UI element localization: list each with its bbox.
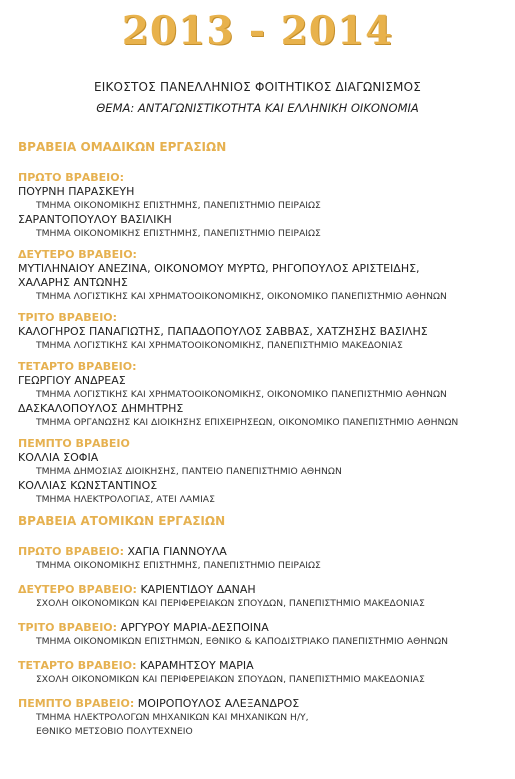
winner-name: ΚΑΛΟΓΗΡΟΣ ΠΑΝΑΓΙΩΤΗΣ, ΠΑΠΑΔΟΠΟΥΛΟΣ ΣΑΒΒΑΣ, ΧΑΤΖΗΣΗΣ ΒΑΣΙΛΗΣ — [18, 325, 428, 338]
award-label: ΤΡΙΤΟ ΒΡΑΒΕΙΟ: — [18, 621, 118, 634]
award-label: ΔΕΥΤΕΡΟ ΒΡΑΒΕΙΟ: — [18, 583, 137, 596]
team-award-block — [18, 437, 508, 507]
winner-affiliation: ΤΜΗΜΑ ΟΙΚΟΝΟΜΙΚΗΣ ΕΠΙΣΤΗΜΗΣ, ΠΑΝΕΠΙΣΤΗΜΙΟ ΠΕΙΡΑΙΩΣ — [36, 228, 321, 239]
winner-affiliation: ΤΜΗΜΑ ΛΟΓΙΣΤΙΚΗΣ ΚΑΙ ΧΡΗΜΑΤΟΟΙΚΟΝΟΜΙΚΗΣ, ΟΙΚΟΝΟΜΙΚΟ ΠΑΝΕΠΙΣΤΗΜΙΟ ΑΘΗΝΩΝ — [36, 389, 447, 400]
award-line — [18, 659, 508, 673]
team-award-block — [18, 311, 508, 353]
winner-affiliation: ΤΜΗΜΑ ΔΗΜΟΣΙΑΣ ΔΙΟΙΚΗΣΗΣ, ΠΑΝΤΕΙΟ ΠΑΝΕΠΙΣΤΗΜΙΟ ΑΘΗΝΩΝ — [36, 466, 342, 477]
team-award-block — [18, 360, 508, 430]
winner-affiliation: ΤΜΗΜΑ ΗΛΕΚΤΡΟΛΟΓΩΝ ΜΗΧΑΝΙΚΩΝ ΚΑΙ ΜΗΧΑΝΙΚΩΝ Η/Υ, — [36, 712, 309, 723]
winner-affiliation: ΕΘΝΙΚΟ ΜΕΤΣΟΒΙΟ ΠΟΛΥΤΕΧΝΕΙΟ — [36, 726, 193, 737]
award-line — [18, 545, 508, 559]
individual-awards-heading: ΒΡΑΒΕΙΑ ΑΤΟΜΙΚΩΝ ΕΡΓΑΣΙΩΝ — [18, 514, 226, 528]
award-label: ΤΕΤΑΡΤΟ ΒΡΑΒΕΙΟ: — [18, 360, 137, 373]
winner-affiliation: ΣΧΟΛΗ ΟΙΚΟΝΟΜΙΚΩΝ ΚΑΙ ΠΕΡΙΦΕΡΕΙΑΚΩΝ ΣΠΟΥΔΩΝ, ΠΑΝΕΠΙΣΤΗΜΙΟ ΜΑΚΕΔΟΝΙΑΣ — [36, 674, 425, 685]
winner-name: ΑΡΓΥΡΟΥ ΜΑΡΙΑ-ΔΕΣΠΟΙΝΑ — [120, 621, 269, 634]
winner-affiliation: ΤΜΗΜΑ ΟΙΚΟΝΟΜΙΚΗΣ ΕΠΙΣΤΗΜΗΣ, ΠΑΝΕΠΙΣΤΗΜΙΟ ΠΕΙΡΑΙΩΣ — [36, 200, 321, 211]
winner-name: ΚΟΛΛΙΑ ΣΟΦΙΑ — [18, 451, 99, 464]
individual-award-block — [18, 583, 508, 611]
team-awards-heading: ΒΡΑΒΕΙΑ ΟΜΑΔΙΚΩΝ ΕΡΓΑΣΙΩΝ — [18, 140, 227, 154]
competition-theme: ΘΕΜΑ: ΑΝΤΑΓΩΝΙΣΤΙΚΟΤΗΤΑ ΚΑΙ ΕΛΛΗΝΙΚΗ ΟΙΚΟΝΟΜΙΑ — [96, 101, 419, 115]
winner-affiliation: ΤΜΗΜΑ ΗΛΕΚΤΡΟΛΟΓΙΑΣ, ΑΤΕΙ ΛΑΜΙΑΣ — [36, 494, 215, 505]
winner-affiliation: ΤΜΗΜΑ ΛΟΓΙΣΤΙΚΗΣ ΚΑΙ ΧΡΗΜΑΤΟΟΙΚΟΝΟΜΙΚΗΣ, ΟΙΚΟΝΟΜΙΚΟ ΠΑΝΕΠΙΣΤΗΜΙΟ ΑΘΗΝΩΝ — [36, 291, 447, 302]
winner-name: ΚΑΡΑΜΗΤΣΟΥ ΜΑΡΙΑ — [139, 659, 254, 672]
individual-awards-list — [18, 545, 508, 739]
individual-award-block — [18, 545, 508, 573]
year-title: 2013 - 2014 — [121, 8, 394, 54]
winner-name: ΓΕΩΡΓΙΟΥ ΑΝΔΡΕΑΣ — [18, 374, 126, 387]
winner-affiliation: ΤΜΗΜΑ ΟΡΓΑΝΩΣΗΣ ΚΑΙ ΔΙΟΙΚΗΣΗΣ ΕΠΙΧΕΙΡΗΣΕΩΝ, ΟΙΚΟΝΟΜΙΚΟ ΠΑΝΕΠΙΣΤΗΜΙΟ ΑΘΗΝΩΝ — [36, 417, 459, 428]
award-label: ΠΡΩΤΟ ΒΡΑΒΕΙΟ: — [18, 545, 125, 558]
winner-affiliation: ΣΧΟΛΗ ΟΙΚΟΝΟΜΙΚΩΝ ΚΑΙ ΠΕΡΙΦΕΡΕΙΑΚΩΝ ΣΠΟΥΔΩΝ, ΠΑΝΕΠΙΣΤΗΜΙΟ ΜΑΚΕΔΟΝΙΑΣ — [36, 598, 425, 609]
award-label: ΠΕΜΠΤΟ ΒΡΑΒΕΙΟ: — [18, 697, 135, 710]
winner-name: ΜΟΙΡΟΠΟΥΛΟΣ ΑΛΕΞΑΝΔΡΟΣ — [137, 697, 300, 710]
team-award-block — [18, 248, 508, 304]
competition-title: ΕΙΚΟΣΤΟΣ ΠΑΝΕΛΛΗΝΙΟΣ ΦΟΙΤΗΤΙΚΟΣ ΔΙΑΓΩΝΙΣΜΟΣ — [93, 80, 422, 94]
award-label: ΤΡΙΤΟ ΒΡΑΒΕΙΟ: — [18, 311, 118, 324]
award-label: ΠΡΩΤΟ ΒΡΑΒΕΙΟ: — [18, 171, 125, 184]
team-awards-list — [18, 171, 508, 507]
winner-affiliation: ΤΜΗΜΑ ΟΙΚΟΝΟΜΙΚΩΝ ΕΠΙΣΤΗΜΩΝ, ΕΘΝΙΚΟ & ΚΑΠΟΔΙΣΤΡΙΑΚΟ ΠΑΝΕΠΙΣΤΗΜΙΟ ΑΘΗΝΩΝ — [36, 636, 449, 647]
winner-name: ΧΑΛΑΡΗΣ ΑΝΤΩΝΗΣ — [18, 276, 128, 289]
award-line — [18, 583, 508, 597]
winner-affiliation: ΤΜΗΜΑ ΟΙΚΟΝΟΜΙΚΗΣ ΕΠΙΣΤΗΜΗΣ, ΠΑΝΕΠΙΣΤΗΜΙΟ ΠΕΙΡΑΙΩΣ — [36, 560, 321, 571]
winner-name: ΧΑΓΙΑ ΓΙΑΝΝΟΥΛΑ — [127, 545, 227, 558]
award-line — [18, 697, 508, 711]
award-label: ΤΕΤΑΡΤΟ ΒΡΑΒΕΙΟ: — [18, 659, 137, 672]
individual-award-block — [18, 697, 508, 739]
winner-name: ΚΟΛΛΙΑΣ ΚΩΝΣΤΑΝΤΙΝΟΣ — [18, 479, 158, 492]
team-award-block — [18, 171, 508, 241]
winner-name: ΠΟΥΡΝΗ ΠΑΡΑΣΚΕΥΗ — [18, 185, 135, 198]
winner-affiliation: ΤΜΗΜΑ ΛΟΓΙΣΤΙΚΗΣ ΚΑΙ ΧΡΗΜΑΤΟΟΙΚΟΝΟΜΙΚΗΣ, ΠΑΝΕΠΙΣΤΗΜΙΟ ΜΑΚΕΔΟΝΙΑΣ — [36, 340, 403, 351]
award-label: ΔΕΥΤΕΡΟ ΒΡΑΒΕΙΟ: — [18, 248, 137, 261]
award-line — [18, 621, 508, 635]
winner-name: ΔΑΣΚΑΛΟΠΟΥΛΟΣ ΔΗΜΗΤΡΗΣ — [18, 402, 184, 415]
awards-content — [18, 140, 508, 749]
winner-name: ΚΑΡΙΕΝΤΙΔΟΥ ΔΑΝΑΗ — [140, 583, 256, 596]
winner-name: ΜΥΤΙΛΗΝΑΙΟΥ ΑΝΕΖΙΝΑ, ΟΙΚΟΝΟΜΟΥ ΜΥΡΤΩ, ΡΗΓΟΠΟΥΛΟΣ ΑΡΙΣΤΕΙΔΗΣ, — [18, 262, 420, 275]
award-label: ΠΕΜΠΤΟ ΒΡΑΒΕΙΟ — [18, 437, 130, 450]
individual-award-block — [18, 621, 508, 649]
individual-award-block — [18, 659, 508, 687]
winner-name: ΣΑΡΑΝΤΟΠΟΥΛΟΥ ΒΑΣΙΛΙΚΗ — [18, 213, 172, 226]
